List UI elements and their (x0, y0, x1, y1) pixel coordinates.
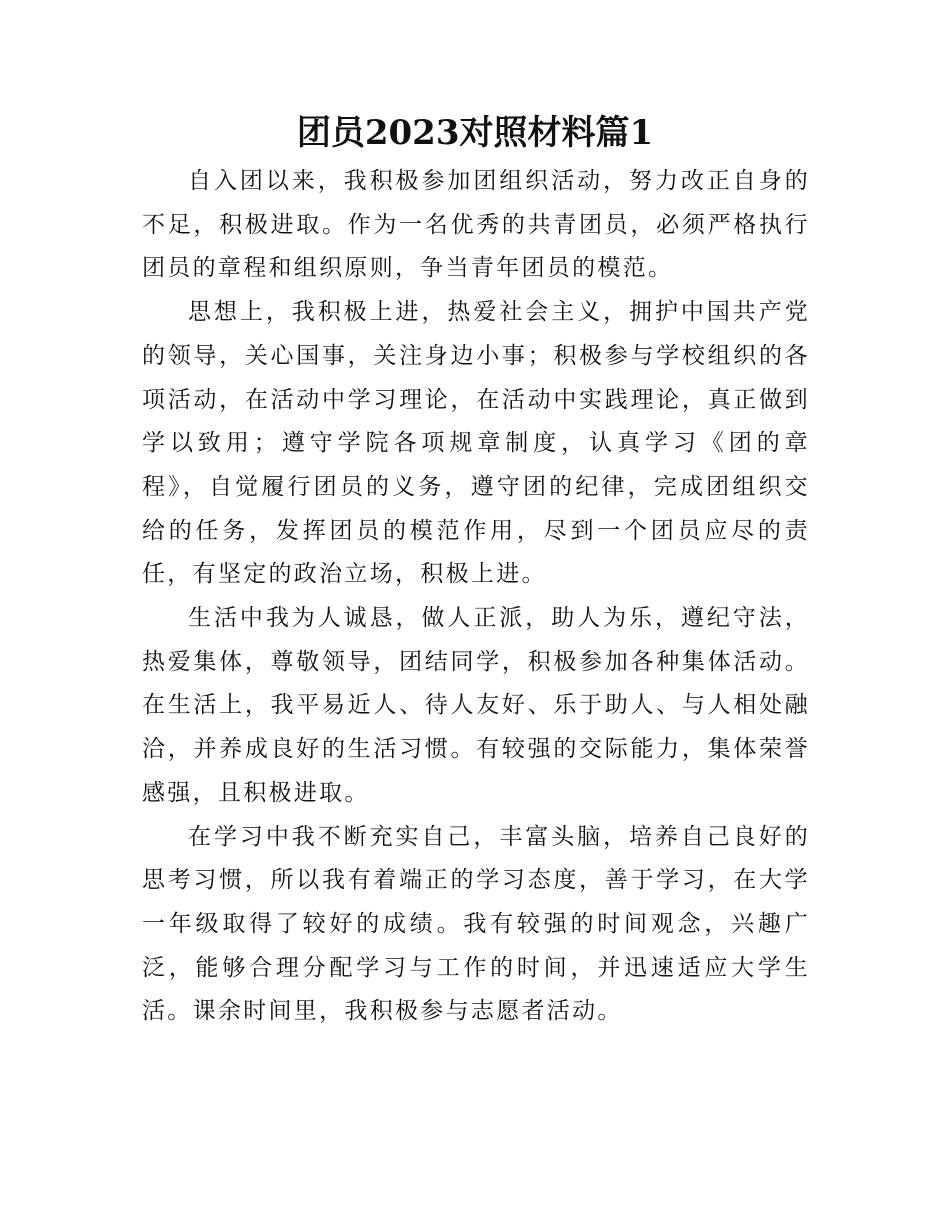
document-title: 团员2023对照材料篇1 (296, 113, 654, 153)
paragraph-1: 自入团以来，我积极参加团组织活动，努力改正自身的不足，积极进取。作为一名优秀的共青团员，必须严格执行团员的章程和组织原则，争当青年团员的模范。 (142, 168, 810, 282)
document-body (142, 160, 810, 1034)
paragraph-3: 生活中我为人诚恳，做人正派，助人为乐，遵纪守法，热爱集体，尊敬领导，团结同学，积极参加各种集体活动。在生活上，我平易近人、待人友好、乐于助人、与人相处融洽，并养成良好的生活习惯。有较强的交际能力，集体荣誉感强，且积极进取。 (142, 605, 810, 806)
paragraph-2: 思想上，我积极上进，热爱社会主义，拥护中国共产党的领导，关心国事，关注身边小事；积极参与学校组织的各项活动，在活动中学习理论，在活动中实践理论，真正做到学以致用；遵守学院各项规章制度，认真学习《团的章程》，自觉履行团员的义务，遵守团的纪律，完成团组织交给的任务，发挥团员的模范作用，尽到一个团员应尽的责任，有坚定的政治立场，积极上进。 (142, 299, 810, 588)
paragraph-4: 在学习中我不断充实自己，丰富头脑，培养自己良好的思考习惯，所以我有着端正的学习态度，善于学习，在大学一年级取得了较好的成绩。我有较强的时间观念，兴趣广泛，能够合理分配学习与工作的时间，并迅速适应大学生活。课余时间里，我积极参与志愿者活动。 (142, 823, 810, 1025)
